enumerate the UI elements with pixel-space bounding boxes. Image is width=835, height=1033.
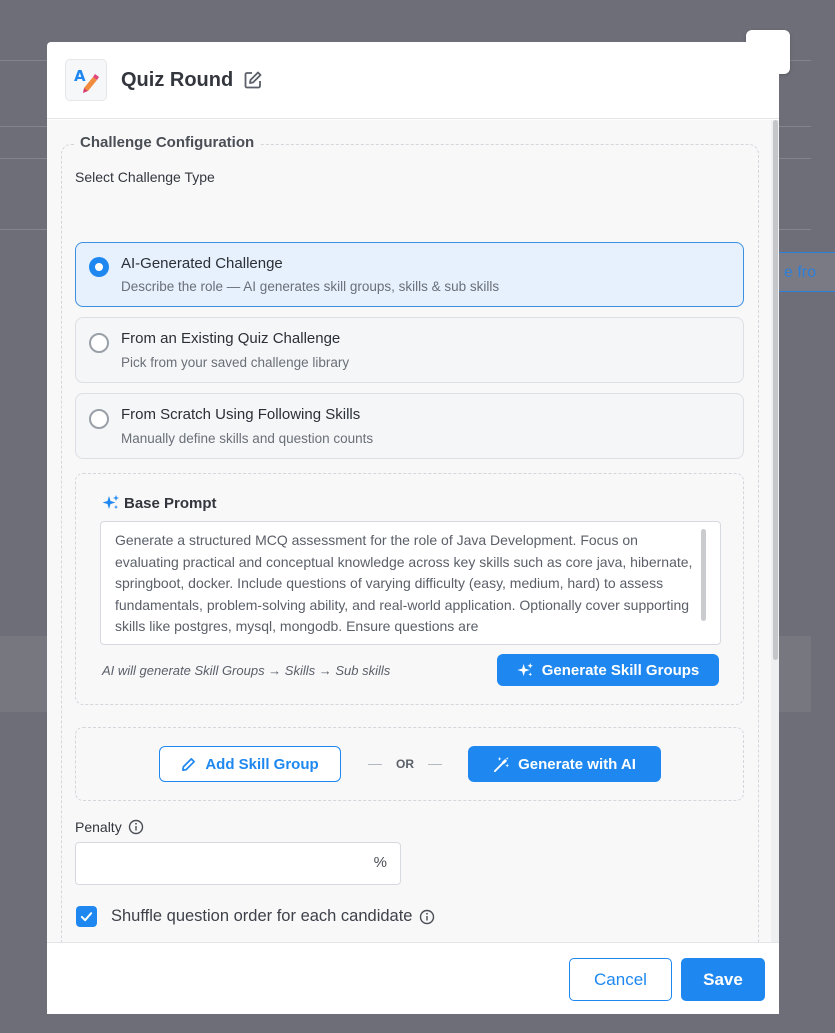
modal-header — [47, 42, 779, 119]
base-prompt-label: Base Prompt — [124, 494, 217, 512]
section-legend: Challenge Configuration — [74, 134, 260, 151]
quiz-round-modal — [47, 42, 779, 1014]
modal-body — [47, 120, 779, 942]
info-icon[interactable] — [419, 909, 435, 925]
challenge-type-from-scratch[interactable] — [75, 393, 744, 459]
app-logo-icon — [72, 66, 100, 94]
penalty-label-text: Penalty — [75, 819, 122, 835]
modal-scrollbar-thumb[interactable] — [773, 120, 778, 660]
radio-ai-generated[interactable] — [89, 257, 109, 277]
sparkles-icon — [517, 662, 534, 679]
shuffle-checkbox[interactable] — [76, 906, 97, 927]
sparkles-icon — [102, 494, 120, 512]
base-prompt-textarea[interactable] — [100, 521, 721, 645]
generate-skill-groups-button[interactable] — [497, 654, 719, 686]
radio-existing-quiz[interactable] — [89, 333, 109, 353]
skill-group-actions — [75, 727, 744, 801]
penalty-label — [75, 819, 144, 835]
edit-icon — [243, 70, 263, 90]
challenge-type-ai-generated[interactable] — [75, 242, 744, 307]
base-prompt-section — [75, 473, 744, 705]
modal-scrollbar-track[interactable] — [771, 120, 779, 942]
challenge-type-title: From Scratch Using Following Skills — [121, 406, 361, 423]
shuffle-option — [76, 906, 435, 927]
or-line — [428, 764, 442, 765]
challenge-type-title: From an Existing Quiz Challenge — [121, 330, 341, 347]
challenge-type-subtitle: Describe the role — AI generates skill groups, skills & sub skills — [121, 279, 500, 294]
or-separator — [368, 757, 442, 771]
penalty-unit: % — [373, 854, 387, 871]
challenge-type-title: AI-Generated Challenge — [121, 255, 283, 272]
or-text: OR — [396, 757, 414, 771]
challenge-type-existing-quiz[interactable] — [75, 317, 744, 383]
magic-wand-icon — [493, 756, 510, 773]
cancel-button[interactable]: Cancel — [569, 958, 672, 1001]
modal-footer — [47, 942, 779, 1014]
pencil-icon — [181, 757, 196, 772]
edit-title-button[interactable] — [243, 70, 263, 90]
info-icon — [128, 819, 144, 835]
info-icon — [419, 909, 435, 925]
save-button[interactable]: Save — [681, 958, 765, 1001]
select-challenge-type-label: Select Challenge Type — [75, 169, 215, 185]
generate-with-ai-label: Generate with AI — [518, 755, 636, 773]
penalty-field — [75, 842, 401, 885]
radio-from-scratch[interactable] — [89, 409, 109, 429]
penalty-input[interactable] — [76, 843, 370, 886]
challenge-type-subtitle: Manually define skills and question counts — [121, 431, 374, 446]
add-skill-group-button[interactable] — [159, 746, 341, 782]
add-skill-group-label: Add Skill Group — [205, 755, 319, 773]
generate-with-ai-button[interactable] — [468, 746, 661, 782]
generate-skill-groups-label: Generate Skill Groups — [541, 661, 700, 679]
svg-text:A: A — [74, 67, 86, 85]
backdrop-button-fragment: e fro — [775, 252, 835, 292]
app-logo — [65, 59, 107, 101]
page-title: Quiz Round — [121, 68, 234, 91]
base-prompt-heading — [102, 494, 217, 512]
or-line — [368, 764, 382, 765]
checkmark-icon — [80, 910, 93, 923]
prompt-hint: AI will generate Skill Groups → Skills → Sub skills — [102, 663, 391, 678]
info-icon[interactable] — [128, 819, 144, 835]
shuffle-label: Shuffle question order for each candidate — [111, 907, 413, 925]
textarea-scrollbar[interactable] — [701, 529, 706, 621]
challenge-type-subtitle: Pick from your saved challenge library — [121, 355, 350, 370]
